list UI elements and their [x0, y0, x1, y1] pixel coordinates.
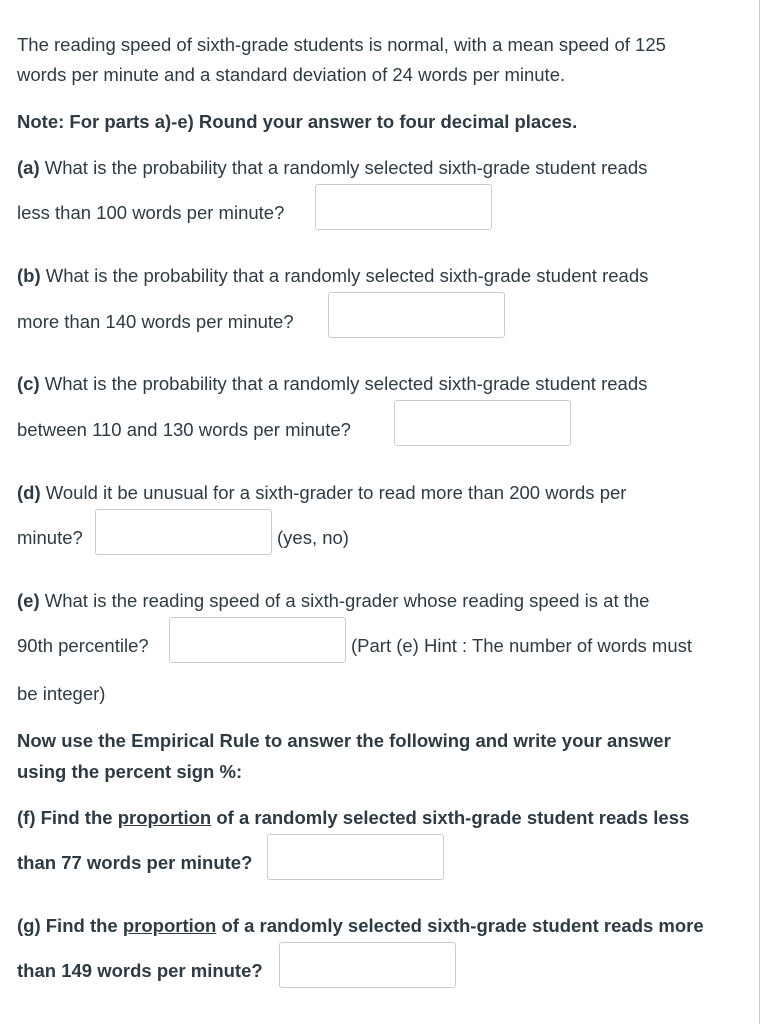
part-c-label: (c) — [17, 373, 40, 394]
part-a-answer-input[interactable] — [315, 184, 492, 230]
part-f-pre: (f) Find the — [17, 807, 118, 828]
part-d-answer-input[interactable] — [95, 509, 272, 555]
part-e-question-line2: 90th percentile? — [17, 635, 149, 656]
part-d-question-line1 — [17, 481, 626, 505]
part-g-answer-input[interactable] — [279, 942, 456, 988]
intro-text-line1: The reading speed of sixth-grade students is normal, with a mean speed of 125 — [17, 34, 666, 55]
part-e-text: What is the reading speed of a sixth-grader whose reading speed is at the — [39, 590, 650, 611]
empirical-rule-instruction-line2: using the percent sign %: — [17, 761, 243, 782]
scroll-gutter — [760, 0, 778, 1024]
part-g-question-line1 — [17, 914, 704, 938]
part-b-question-line2: more than 140 words per minute? — [17, 311, 294, 332]
part-d-label: (d) — [17, 482, 41, 503]
part-a-question-line2: less than 100 words per minute? — [17, 202, 285, 223]
part-g-underlined: proportion — [122, 915, 217, 936]
part-f-question-line1 — [17, 806, 689, 830]
part-f-answer-input[interactable] — [267, 834, 444, 880]
part-c-question-line1 — [17, 372, 647, 396]
part-e-hint: (Part (e) Hint : The number of words must — [351, 635, 692, 656]
intro-text-line2: words per minute and a standard deviation of 24 words per minute. — [17, 64, 566, 85]
part-e-answer-input[interactable] — [169, 617, 346, 663]
part-c-text: What is the probability that a randomly selected sixth-grade student reads — [39, 373, 648, 394]
part-b-text: What is the probability that a randomly selected sixth-grade student reads — [40, 265, 649, 286]
part-g-question-line2: than 149 words per minute? — [17, 960, 263, 981]
part-a-label: (a) — [17, 157, 40, 178]
part-f-question-line2: than 77 words per minute? — [17, 852, 253, 873]
part-f-post: of a randomly selected sixth-grade student reads less — [211, 807, 690, 828]
part-e-label: (e) — [17, 590, 40, 611]
part-e-question-line1 — [17, 589, 649, 613]
part-b-answer-input[interactable] — [328, 292, 505, 338]
part-b-label: (b) — [17, 265, 41, 286]
part-d-options-hint: (yes, no) — [277, 527, 349, 548]
part-b-question-line1 — [17, 264, 648, 288]
part-f-underlined: proportion — [117, 807, 212, 828]
part-c-answer-input[interactable] — [394, 400, 571, 446]
part-e-hint-line3: be integer) — [17, 683, 106, 704]
part-g-post: of a randomly selected sixth-grade student reads more — [216, 915, 704, 936]
part-d-question-line2: minute? — [17, 527, 83, 548]
part-a-text: What is the probability that a randomly selected sixth-grade student reads — [39, 157, 648, 178]
empirical-rule-instruction-line1: Now use the Empirical Rule to answer the following and write your answer — [17, 730, 671, 751]
part-a-question-line1 — [17, 156, 647, 180]
part-g-pre: (g) Find the — [17, 915, 123, 936]
rounding-note: Note: For parts a)-e) Round your answer to four decimal places. — [17, 111, 578, 132]
part-d-text: Would it be unusual for a sixth-grader to read more than 200 words per — [40, 482, 627, 503]
part-c-question-line2: between 110 and 130 words per minute? — [17, 419, 351, 440]
